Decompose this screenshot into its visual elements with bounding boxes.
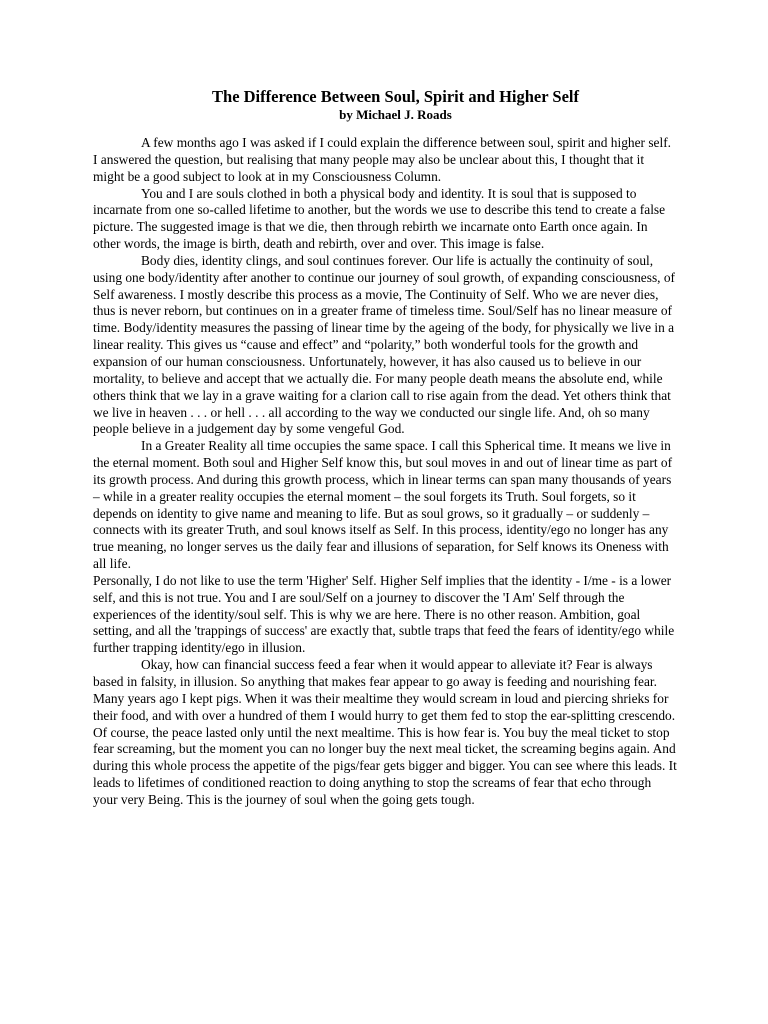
paragraph: Body dies, identity clings, and soul continues forever. Our life is actually the continuity of soul, using one body/identity after another to continue our journey of soul growth, of expanding consciousness, of Self awareness. I mostly describe this process as a movie, The Continuity of Self. Who we are never dies, thus is never reborn, but continues on in a greater frame of timeless time. Soul/Self has no linear measure of time. Body/identity measures the passing of linear time by the ageing of the body, for physically we live in a linear reality. This gives us “cause and effect” and “polarity,” both wonderful tools for the growth and expansion of our human consciousness. Unfortunately, however, it has also caused us to believe in our mortality, to believe and accept that we actually die. For many people death means the absolute end, while others think that we lay in a grave waiting for a clarion call to rise again from the dead. Yet others think that we live in heaven . . . or hell . . . all according to the way we conducted our single life. And, oh so many people believe in a judgement day by some vengeful God. — [93, 252, 676, 437]
paragraph: In a Greater Reality all time occupies the same space. I call this Spherical time. It means we live in the eternal moment. Both soul and Higher Self know this, but soul moves in and out of linear time as part of its growth process. And during this growth process, which in linear terms can span many thousands of years – while in a greater reality occupies the eternal moment – the soul forgets its Truth. Soul forgets, so it depends on identity to give name and meaning to life. But as soul grows, so it gradually – or suddenly – connects with its greater Truth, and soul knows itself as Self. In this process, identity/ego no longer has any true meaning, no longer serves us the daily fear and illusions of separation, for Self knows its Oneness with all life. — [93, 438, 673, 572]
document-page — [93, 87, 678, 809]
article-body — [93, 135, 678, 809]
author-byline: by Michael J. Roads — [339, 107, 452, 122]
document-title: The Difference Between Soul, Spirit and Higher Self — [212, 87, 579, 106]
paragraph: You and I are souls clothed in both a physical body and identity. It is soul that is supposed to incarnate from one so-called lifetime to another, but the words we use to describe this tend to create a false picture. The suggested image is that we die, then through rebirth we incarnate onto Earth once again. In other words, the image is birth, death and rebirth, over and over. This image is false. — [93, 185, 666, 252]
paragraph: Okay, how can financial success feed a fear when it would appear to alleviate it? Fear is always based in falsity, in illusion. So anything that makes fear appear to go away is feeding and nourishing fear. Many years ago I kept pigs. When it was their mealtime they would scream in loud and piercing shrieks for their food, and with over a hundred of them I would hurry to get them fed to stop the ear-splitting crescendo. Of course, the peace lasted only until the next mealtime. This is how fear is. You buy the meal ticket to stop fear screaming, but the moment you can no longer buy the next meal ticket, the screaming begins again. And during this whole process the appetite of the pigs/fear gets bigger and bigger. You can see where this leads. It leads to lifetimes of conditioned reaction to doing anything to stop the screams of fear that echo through your very Being. This is the journey of soul when the going gets tough. — [93, 657, 677, 807]
paragraph: A few months ago I was asked if I could explain the difference between soul, spirit and higher self. I answered the question, but realising that many people may also be unclear about this, I thought that it might be a good subject to look at in my Consciousness Column. — [93, 135, 672, 184]
paragraph: Personally, I do not like to use the term 'Higher' Self. Higher Self implies that the identity - I/me - is a lower self, and this is not true. You and I are soul/Self on a journey to discover the 'I Am' Self through the experiences of the identity/soul self. This is why we are here. There is no other reason. Ambition, goal setting, and all the 'trappings of success' are exactly that, subtle traps that feed the fears of identity/ego while further trapping identity/ego in illusion. — [93, 572, 675, 656]
